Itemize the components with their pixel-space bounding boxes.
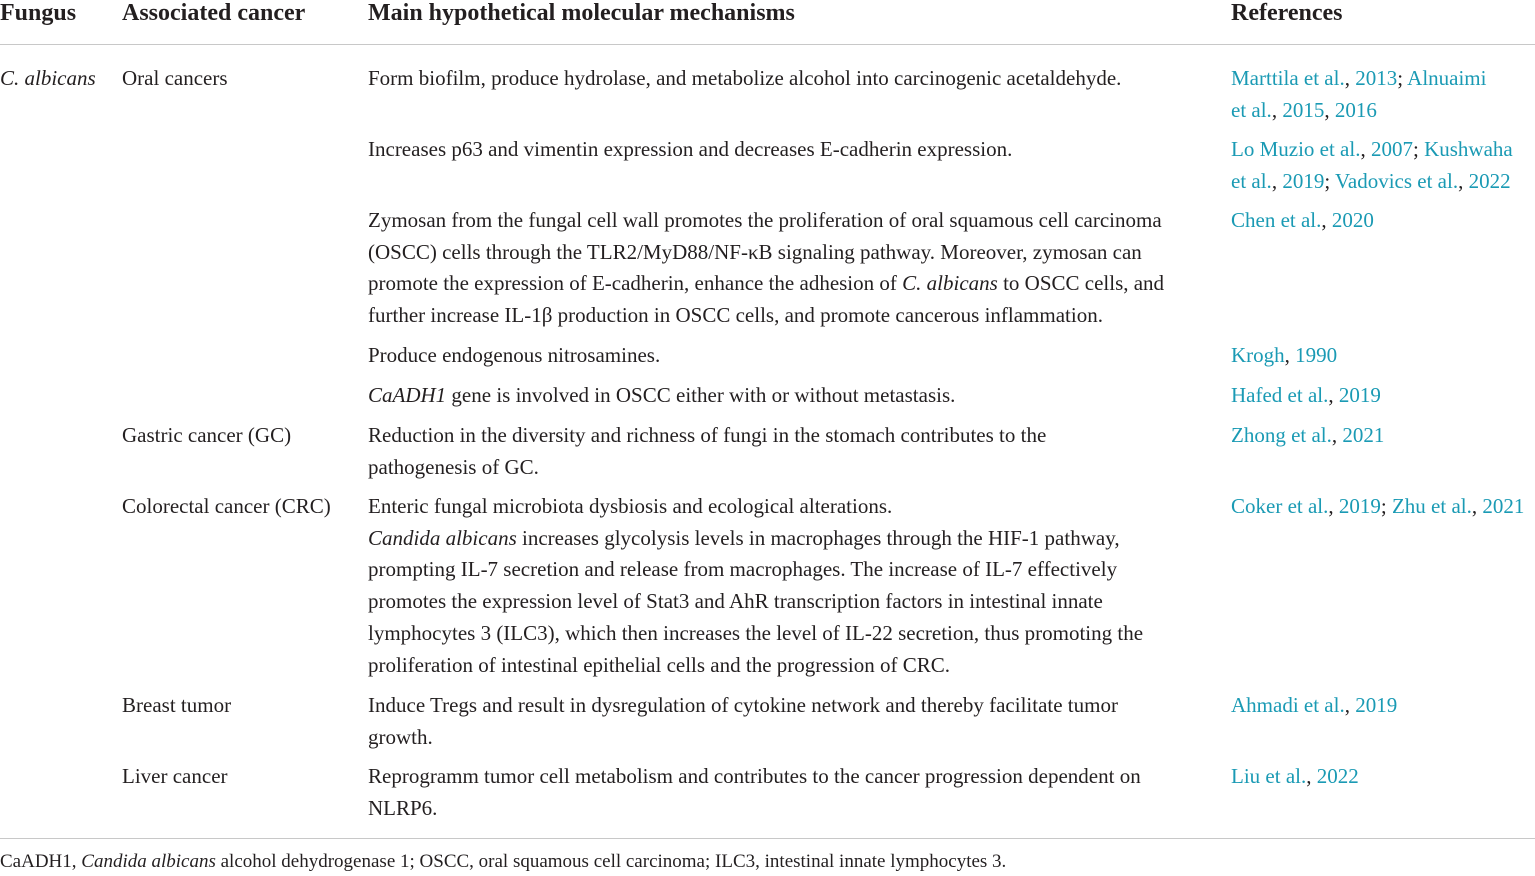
footnote-text: CaADH1, — [0, 851, 82, 872]
header-rule — [0, 44, 1535, 45]
reference-sep: , — [1306, 764, 1317, 788]
reference-sep: , — [1331, 423, 1343, 447]
reference-link[interactable]: et al. — [1231, 97, 1272, 122]
fungus-name: C. albicans — [0, 66, 96, 90]
reference-sep: ; — [1380, 494, 1392, 518]
cancer-liver: Liver cancer — [122, 764, 228, 788]
cancer-colorectal: Colorectal cancer (CRC) — [122, 494, 331, 518]
reference-liu — [1231, 761, 1359, 793]
reference-line — [1231, 63, 1531, 95]
mechanism-biofilm: Form biofilm, produce hydrolase, and metabolize alcohol into carcinogenic acetaldehyde. — [368, 66, 1122, 90]
mechanism-caadh1-text: gene is involved in OSCC either with or without metastasis. — [446, 383, 956, 407]
reference-link[interactable]: 2021 — [1342, 423, 1385, 447]
mechanism-breast-line-1: Induce Tregs and result in dysregulation of cytokine network and thereby facilitate tumor — [368, 693, 1118, 717]
mechanism-zymosan-line-1: Zymosan from the fungal cell wall promotes the proliferation of oral squamous cell carcinoma — [368, 208, 1162, 232]
reference-link[interactable]: 1990 — [1295, 343, 1338, 367]
reference-krogh — [1231, 340, 1337, 372]
mechanism-colorectal — [368, 491, 1228, 681]
reference-sep: , — [1321, 208, 1332, 232]
reference-sep: , — [1344, 66, 1356, 90]
table-footnote — [0, 850, 1006, 874]
reference-chen — [1231, 205, 1374, 237]
reference-link[interactable]: Ahmadi et al. — [1231, 693, 1345, 717]
reference-link[interactable]: 2019 — [1338, 383, 1381, 407]
mechanism-liver-line-1: Reprogramm tumor cell metabolism and contributes to the cancer progression dependent on — [368, 764, 1141, 788]
mechanism-colorectal-text: increases glycolysis levels in macrophages through the HIF-1 pathway, — [516, 525, 1120, 550]
reference-sep: , — [1458, 168, 1469, 193]
mechanism-zymosan-species: C. albicans — [902, 271, 998, 296]
reference-link[interactable]: 2020 — [1331, 208, 1374, 232]
reference-sep: , — [1271, 168, 1283, 193]
reference-link[interactable]: Zhu et al. — [1391, 494, 1472, 518]
header-references: References — [1231, 0, 1343, 26]
reference-sep: , — [1328, 494, 1339, 518]
reference-hafed — [1231, 380, 1381, 412]
reference-sep: ; — [1412, 137, 1425, 161]
reference-sep: , — [1360, 137, 1371, 161]
reference-sep: , — [1284, 343, 1296, 367]
footer-rule — [0, 838, 1535, 839]
reference-link[interactable]: Hafed et al. — [1231, 383, 1329, 407]
reference-ahmadi — [1231, 690, 1397, 722]
mechanism-zymosan-line-2: (OSCC) cells through the TLR2/MyD88/NF-κB signaling pathway. Moreover, zymosan can — [368, 239, 1142, 264]
reference-link[interactable]: 2021 — [1482, 494, 1525, 518]
cancer-breast: Breast tumor — [122, 693, 232, 717]
reference-link[interactable]: Kushwaha — [1424, 137, 1513, 161]
reference-link[interactable]: Krogh — [1231, 343, 1285, 367]
mechanism-breast — [368, 690, 1228, 753]
header-associated-cancer: Associated cancer — [122, 0, 306, 26]
reference-line — [1231, 134, 1531, 166]
header-mechanisms: Main hypothetical molecular mechanisms — [368, 0, 795, 26]
mechanism-colorectal-line-3: prompting IL-7 secretion and release from macrophages. The increase of IL-7 effectively — [368, 557, 1118, 582]
footnote-text-end: alcohol dehydrogenase 1; OSCC, oral squamous cell carcinoma; ILC3, intestinal innate lymphocytes 3. — [215, 851, 1007, 872]
mechanism-colorectal-line-2 — [368, 523, 1228, 555]
mechanism-gastric-line-2: pathogenesis of GC. — [368, 454, 539, 479]
reference-link[interactable]: 2016 — [1334, 97, 1377, 122]
reference-link[interactable]: 2022 — [1316, 764, 1359, 788]
reference-sep: , — [1471, 494, 1483, 518]
reference-link[interactable]: Liu et al. — [1231, 764, 1307, 788]
reference-link[interactable]: et al. — [1231, 168, 1272, 193]
reference-sep: ; — [1324, 168, 1336, 193]
cancer-gastric: Gastric cancer (GC) — [122, 423, 292, 447]
mechanism-colorectal-line-1: Enteric fungal microbiota dysbiosis and ecological alterations. — [368, 494, 893, 518]
mechanism-caadh1 — [368, 380, 955, 412]
reference-link[interactable]: 2019 — [1282, 168, 1325, 193]
mechanism-colorectal-line-5: lymphocytes 3 (ILC3), which then increases the level of IL-22 secretion, thus promoting the — [368, 620, 1144, 645]
reference-zhong — [1231, 420, 1384, 452]
reference-link[interactable]: 2019 — [1338, 494, 1381, 518]
mechanism-colorectal-line-4: promotes the expression level of Stat3 and AhR transcription factors in intestinal innate — [368, 589, 1103, 614]
mechanism-zymosan-line-3 — [368, 268, 1228, 300]
mechanism-gastric-line-1: Reduction in the diversity and richness of fungi in the stomach contributes to the — [368, 423, 1047, 447]
reference-link[interactable]: Vadovics et al. — [1335, 168, 1459, 193]
header-fungus: Fungus — [0, 0, 77, 26]
reference-link[interactable]: Coker et al. — [1231, 494, 1329, 518]
reference-link[interactable]: Marttila et al. — [1231, 66, 1345, 90]
reference-link[interactable]: 2015 — [1282, 97, 1325, 122]
mechanism-colorectal-line-6: proliferation of intestinal epithelial cells and the progression of CRC. — [368, 652, 951, 677]
reference-sep: , — [1344, 693, 1356, 717]
reference-lo-muzio — [1231, 134, 1531, 197]
reference-link[interactable]: 2013 — [1355, 66, 1398, 90]
reference-link[interactable]: 2007 — [1370, 137, 1413, 161]
reference-link[interactable]: Lo Muzio et al. — [1231, 137, 1361, 161]
mechanism-nitrosamines: Produce endogenous nitrosamines. — [368, 343, 661, 367]
reference-link[interactable]: Zhong et al. — [1231, 423, 1332, 447]
reference-link[interactable]: 2022 — [1468, 168, 1511, 193]
mechanism-caadh1-gene: CaADH1 — [368, 383, 447, 407]
mechanism-liver-line-2: NLRP6. — [368, 795, 438, 820]
mechanism-liver — [368, 761, 1228, 824]
reference-link[interactable]: Chen et al. — [1231, 208, 1322, 232]
mechanism-gastric — [368, 420, 1228, 483]
mechanism-colorectal-species: Candida albicans — [368, 525, 517, 550]
mechanism-zymosan-text-end: to OSCC cells, and — [997, 271, 1165, 296]
reference-sep: , — [1271, 97, 1283, 122]
reference-marttila — [1231, 63, 1531, 126]
footnote-species: Candida albicans — [81, 851, 216, 872]
reference-coker — [1231, 491, 1524, 523]
reference-line — [1231, 95, 1531, 127]
mechanism-zymosan — [368, 205, 1228, 332]
mechanism-zymosan-line-4: further increase IL-1β production in OSCC cells, and promote cancerous inflammation. — [368, 303, 1103, 328]
reference-link[interactable]: Alnuaimi — [1407, 66, 1487, 90]
cancer-oral: Oral cancers — [122, 66, 228, 90]
reference-sep: , — [1328, 383, 1339, 407]
reference-sep: ; — [1397, 66, 1408, 90]
reference-link[interactable]: 2019 — [1355, 693, 1398, 717]
mechanism-zymosan-text: promote the expression of E-cadherin, enhance the adhesion of — [368, 271, 903, 296]
reference-line — [1231, 166, 1531, 198]
mechanism-p63: Increases p63 and vimentin expression and decreases E-cadherin expression. — [368, 137, 1013, 161]
reference-sep: , — [1324, 97, 1335, 122]
mechanism-breast-line-2: growth. — [368, 724, 433, 749]
